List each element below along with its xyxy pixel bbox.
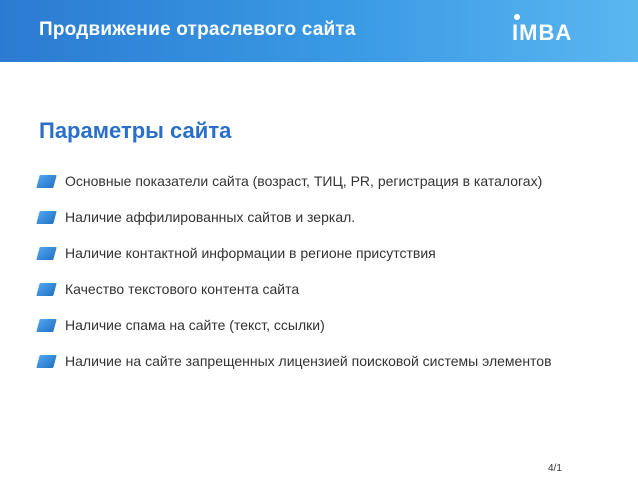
bullet-text: Наличие контактной информации в регионе присутствия <box>65 245 436 261</box>
bullet-item <box>38 278 558 300</box>
bullet-marker-icon <box>36 319 56 332</box>
bullet-text: Наличие аффилированных сайтов и зеркал. <box>65 209 356 225</box>
header-title: Продвижение отраслевого сайта <box>39 19 356 40</box>
bullet-text: Качество текстового контента сайта <box>65 281 300 297</box>
logo-text: IMBA <box>512 20 573 45</box>
bullet-item <box>38 206 558 228</box>
bullet-text: Наличие на сайте запрещенных лицензией поисковой системы элементов <box>65 353 552 369</box>
bullet-item <box>38 242 558 264</box>
bullet-marker-icon <box>36 283 56 296</box>
bullet-item <box>38 314 558 336</box>
bullet-marker-icon <box>36 247 56 260</box>
bullet-item <box>38 170 558 192</box>
section-title: Параметры сайта <box>39 118 232 143</box>
bullet-list <box>38 170 558 372</box>
bullet-text: Основные показатели сайта (возраст, ТИЦ, PR, регистрация в каталогах) <box>65 173 543 189</box>
header-banner <box>0 0 638 62</box>
bullet-marker-icon <box>36 355 56 368</box>
bullet-text: Наличие спама на сайте (текст, ссылки) <box>65 317 325 333</box>
page-number: 4/1 <box>548 463 562 474</box>
imba-logo <box>512 13 592 49</box>
bullet-item <box>38 350 558 372</box>
bullet-marker-icon <box>36 211 56 224</box>
bullet-marker-icon <box>36 175 56 188</box>
